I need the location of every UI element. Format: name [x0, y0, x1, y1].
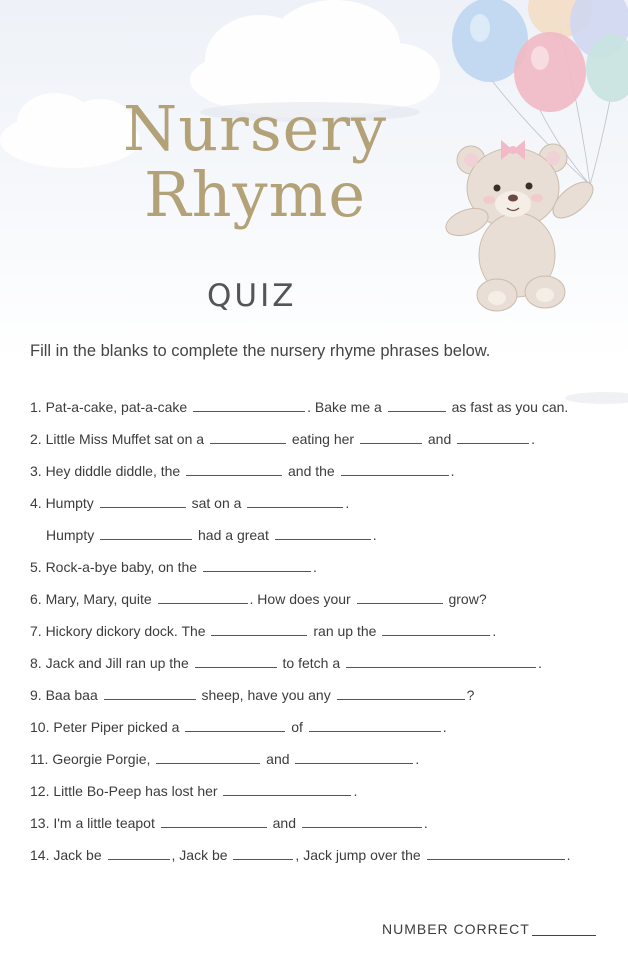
question-9: 9. Baa baa sheep, have you any ?	[30, 687, 475, 703]
question-1: 1. Pat-a-cake, pat-a-cake . Bake me a as fast as you can.	[30, 399, 569, 415]
answer-blank[interactable]	[195, 653, 277, 668]
answer-blank[interactable]	[100, 493, 186, 508]
answer-blank[interactable]	[346, 653, 536, 668]
question-4-continued: Humpty had a great .	[46, 527, 377, 543]
question-4: 4. Humpty sat on a .	[30, 495, 350, 511]
question-13: 13. I'm a little teapot and .	[30, 815, 428, 831]
answer-blank[interactable]	[210, 429, 286, 444]
answer-blank[interactable]	[211, 621, 307, 636]
number-correct-label: NUMBER CORRECT	[382, 921, 530, 937]
answer-blank[interactable]	[185, 717, 285, 732]
answer-blank[interactable]	[100, 525, 192, 540]
answer-blank[interactable]	[247, 493, 343, 508]
answer-blank[interactable]	[360, 429, 422, 444]
page-title	[0, 92, 510, 231]
answer-blank[interactable]	[203, 557, 311, 572]
answer-blank[interactable]	[161, 813, 267, 828]
title-line-1: Nursery	[123, 92, 387, 165]
answer-blank[interactable]	[382, 621, 490, 636]
answer-blank[interactable]	[156, 749, 260, 764]
title-line-2: Rhyme	[143, 158, 367, 231]
question-11: 11. Georgie Porgie, and .	[30, 751, 420, 767]
answer-blank[interactable]	[302, 813, 422, 828]
page-subtitle: QUIZ	[207, 278, 297, 314]
question-14: 14. Jack be , Jack be , Jack jump over the .	[30, 847, 571, 863]
answer-blank[interactable]	[457, 429, 529, 444]
answer-blank[interactable]	[223, 781, 351, 796]
answer-blank[interactable]	[186, 461, 282, 476]
question-12: 12. Little Bo-Peep has lost her .	[30, 783, 358, 799]
question-2: 2. Little Miss Muffet sat on a eating her and .	[30, 431, 536, 447]
answer-blank[interactable]	[388, 397, 446, 412]
question-7: 7. Hickory dickory dock. The ran up the .	[30, 623, 497, 639]
answer-blank[interactable]	[108, 845, 170, 860]
answer-blank[interactable]	[357, 589, 443, 604]
answer-blank[interactable]	[233, 845, 293, 860]
answer-blank[interactable]	[427, 845, 565, 860]
answer-blank[interactable]	[275, 525, 371, 540]
answer-blank[interactable]	[158, 589, 248, 604]
question-6: 6. Mary, Mary, quite . How does your grow?	[30, 591, 487, 607]
question-3: 3. Hey diddle diddle, the and the .	[30, 463, 455, 479]
question-8: 8. Jack and Jill ran up the to fetch a .	[30, 655, 542, 671]
question-5: 5. Rock-a-bye baby, on the .	[30, 559, 317, 575]
question-10: 10. Peter Piper picked a of .	[30, 719, 447, 735]
answer-blank[interactable]	[193, 397, 305, 412]
answer-blank[interactable]	[309, 717, 441, 732]
answer-blank[interactable]	[104, 685, 196, 700]
answer-blank[interactable]	[295, 749, 413, 764]
answer-blank[interactable]	[337, 685, 465, 700]
instructions-text: Fill in the blanks to complete the nursery rhyme phrases below.	[30, 342, 491, 360]
number-correct-blank[interactable]	[532, 935, 596, 936]
question-list	[30, 391, 610, 871]
answer-blank[interactable]	[341, 461, 449, 476]
